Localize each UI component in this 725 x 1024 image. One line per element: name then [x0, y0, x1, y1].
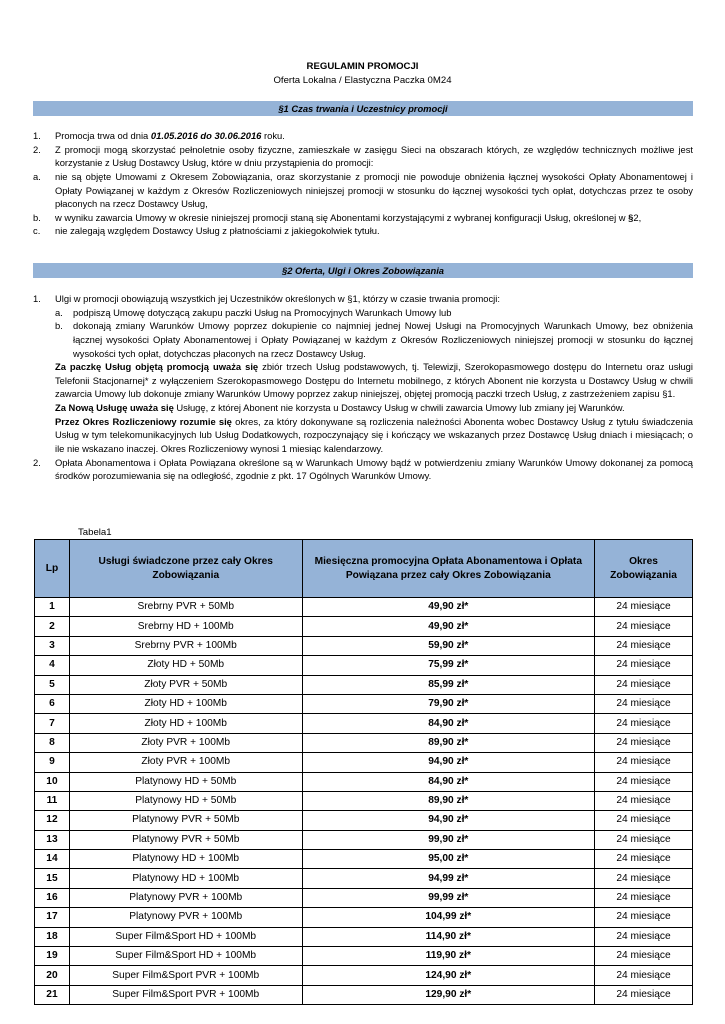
cell-service: Super Film&Sport PVR + 100Mb: [69, 966, 302, 985]
cell-lp: 21: [35, 985, 70, 1004]
cell-period: 24 miesiące: [595, 617, 693, 636]
cell-price: 119,90 zł*: [302, 947, 595, 966]
cell-service: Srebrny PVR + 50Mb: [69, 598, 302, 617]
list-item: b. w wyniku zawarcia Umowy w okresie niniejszej promocji staną się Abonentami korzystającymi z wybranej konfiguracji Usług, określonej w §2,: [33, 211, 642, 223]
list-item: a. podpiszą Umowę dotyczącą zakupu paczki Usług na Promocyjnych Warunkach Umowy lub: [55, 306, 452, 318]
cell-period: 24 miesiące: [595, 714, 693, 733]
cell-service: Platynowy HD + 100Mb: [69, 869, 302, 888]
table-row: [35, 714, 693, 733]
cell-lp: 17: [35, 908, 70, 927]
cell-service: Platynowy PVR + 50Mb: [69, 830, 302, 849]
cell-lp: 20: [35, 966, 70, 985]
cell-period: 24 miesiące: [595, 947, 693, 966]
cell-price: 95,00 zł*: [302, 850, 595, 869]
table-row: [35, 947, 693, 966]
section-2-heading: §2 Oferta, Ulgi i Okres Zobowiązania: [33, 263, 693, 278]
cell-service: Super Film&Sport HD + 100Mb: [69, 947, 302, 966]
cell-lp: 15: [35, 869, 70, 888]
list-item: 1. Promocja trwa od dnia 01.05.2016 do 30.06.2016 roku.: [33, 130, 285, 141]
cell-price: 75,99 zł*: [302, 656, 595, 675]
header-period: Okres Zobowiązania: [595, 540, 693, 598]
cell-price: 94,90 zł*: [302, 811, 595, 830]
section-2-body: [33, 292, 693, 483]
cell-period: 24 miesiące: [595, 753, 693, 772]
cell-lp: 16: [35, 888, 70, 907]
pricing-table: [34, 539, 693, 1005]
cell-price: 85,99 zł*: [302, 675, 595, 694]
cell-price: 89,90 zł*: [302, 791, 595, 810]
table-row: [35, 908, 693, 927]
definition-okres-rozliczeniowy: Przez Okres Rozliczeniowy rozumie się okres, za który dokonywane są rozliczenia należności Abonenta wobec Dostawcy Usług z tytułu świadczenia Usług w tym telekomunikacyjnych lub Usług Dodatkowych, rozpoczynający się i kończący we wskazanych przez Dostawcę Usług dniach i miesiącach; o ile nie wskazano inaczej. Okres Rozliczeniowy wynosi 1 miesiąc kalendarzowy.: [55, 415, 693, 454]
table-row: [35, 888, 693, 907]
cell-service: Złoty HD + 100Mb: [69, 694, 302, 713]
cell-service: Złoty PVR + 100Mb: [69, 753, 302, 772]
header-services: Usługi świadczone przez cały Okres Zobowiązania: [69, 540, 302, 598]
cell-price: 59,90 zł*: [302, 636, 595, 655]
cell-period: 24 miesiące: [595, 869, 693, 888]
cell-price: 104,99 zł*: [302, 908, 595, 927]
cell-period: 24 miesiące: [595, 908, 693, 927]
cell-lp: 19: [35, 947, 70, 966]
cell-lp: 3: [35, 636, 70, 655]
cell-lp: 8: [35, 733, 70, 752]
cell-service: Platynowy HD + 50Mb: [69, 791, 302, 810]
cell-service: Super Film&Sport HD + 100Mb: [69, 927, 302, 946]
cell-service: Srebrny HD + 100Mb: [69, 617, 302, 636]
cell-period: 24 miesiące: [595, 694, 693, 713]
table-row: [35, 830, 693, 849]
cell-period: 24 miesiące: [595, 927, 693, 946]
cell-period: 24 miesiące: [595, 598, 693, 617]
cell-price: 124,90 zł*: [302, 966, 595, 985]
cell-period: 24 miesiące: [595, 888, 693, 907]
list-item: a. nie są objęte Umowami z Okresem Zobowiązania, oraz skorzystanie z promocji nie powoduje obniżenia łącznej wysokości Opłaty Abonamentowej i Opłaty Powiązanej w każdym z Okresów Rozliczeniowych niniejszej promocji w stosunku do łącznej wysokości tych opłat, dotychczas przez te osoby płaconych na rzecz Dostawcy Usług,: [33, 170, 693, 210]
cell-price: 114,90 zł*: [302, 927, 595, 946]
table-row: [35, 694, 693, 713]
table-header-row: [35, 540, 693, 598]
cell-service: Platynowy HD + 50Mb: [69, 772, 302, 791]
cell-period: 24 miesiące: [595, 772, 693, 791]
table-row: [35, 753, 693, 772]
cell-lp: 14: [35, 850, 70, 869]
cell-period: 24 miesiące: [595, 675, 693, 694]
section-1-body: [33, 129, 693, 238]
cell-period: 24 miesiące: [595, 733, 693, 752]
cell-lp: 1: [35, 598, 70, 617]
cell-lp: 4: [35, 656, 70, 675]
cell-lp: 12: [35, 811, 70, 830]
cell-lp: 5: [35, 675, 70, 694]
list-item: b. dokonają zmiany Warunków Umowy poprzez dokupienie co najmniej jednej Nowej Usługi na Promocyjnych Warunkach Umowy, bez obniżenia łącznej wysokości Opłaty Abonamentowej i Opłaty Powiązanej w każdym z Okresów Rozliczeniowych niniejszej promocji w stosunku do łącznej wysokości tych opłat, dotychczas płaconych na rzecz Dostawcy Usług.: [55, 320, 693, 359]
definition-paczka: Za paczkę Usług objętą promocją uważa się zbiór trzech Usług podstawowych, tj. Telewizji, Szerokopasmowego dostępu do Internetu oraz usługi Telefonii Stacjonarnej* z wyłączeniem Szerokopasmowego Dostępu do Internetu mobilnego, z których Abonent nie korzysta u Dostawcy Usług w chwili zawarcia Umowy lub dokonuje zmiany Warunków Umowy poprzez zakup niniejszej, objętej promocją paczki trzech Usług, z zastrzeżeniem zapisu §1.: [55, 361, 693, 400]
cell-price: 94,90 zł*: [302, 753, 595, 772]
cell-price: 99,99 zł*: [302, 888, 595, 907]
cell-lp: 11: [35, 791, 70, 810]
cell-price: 84,90 zł*: [302, 772, 595, 791]
table-row: [35, 636, 693, 655]
cell-period: 24 miesiące: [595, 850, 693, 869]
cell-period: 24 miesiące: [595, 830, 693, 849]
cell-price: 89,90 zł*: [302, 733, 595, 752]
cell-service: Srebrny PVR + 100Mb: [69, 636, 302, 655]
cell-period: 24 miesiące: [595, 985, 693, 1004]
list-item: c. nie zalegają względem Dostawcy Usług z płatnościami z jakiegokolwiek tytułu.: [33, 225, 380, 237]
list-item: 2. Opłata Abonamentowa i Opłata Powiązana określone są w Warunkach Umowy bądź w potwierdzeniu zmiany Warunków Umowy dokonanej za pomocą środków porozumiewania się na odległość, zgodnie z pkt. 17 Ogólnych Warunków Umowy.: [33, 456, 693, 482]
cell-lp: 9: [35, 753, 70, 772]
cell-period: 24 miesiące: [595, 636, 693, 655]
cell-price: 84,90 zł*: [302, 714, 595, 733]
list-item: 2. Z promocji mogą skorzystać pełnoletnie osoby fizyczne, zamieszkałe w zasięgu Sieci na obszarach których, ze względów technicznych możliwe jest korzystanie z Usług Dostawcy Usług, które w dniu przystąpienia do promocji:: [33, 143, 693, 169]
cell-price: 129,90 zł*: [302, 985, 595, 1004]
table-row: [35, 927, 693, 946]
cell-lp: 10: [35, 772, 70, 791]
cell-service: Platynowy PVR + 100Mb: [69, 888, 302, 907]
cell-service: Super Film&Sport PVR + 100Mb: [69, 985, 302, 1004]
table-row: [35, 733, 693, 752]
table-row: [35, 656, 693, 675]
cell-service: Złoty HD + 100Mb: [69, 714, 302, 733]
cell-price: 99,90 zł*: [302, 830, 595, 849]
cell-price: 79,90 zł*: [302, 694, 595, 713]
table-row: [35, 966, 693, 985]
table-row: [35, 985, 693, 1004]
table-row: [35, 772, 693, 791]
section-1-heading: §1 Czas trwania i Uczestnicy promocji: [33, 101, 693, 116]
cell-service: Platynowy PVR + 100Mb: [69, 908, 302, 927]
cell-lp: 18: [35, 927, 70, 946]
cell-service: Złoty HD + 50Mb: [69, 656, 302, 675]
cell-period: 24 miesiące: [595, 791, 693, 810]
table-row: [35, 869, 693, 888]
header-fee: Miesięczna promocyjna Opłata Abonamentowa i Opłata Powiązana przez cały Okres Zobowiązania: [302, 540, 595, 598]
document-subtitle: Oferta Lokalna / Elastyczna Paczka 0M24: [273, 75, 452, 86]
cell-lp: 7: [35, 714, 70, 733]
cell-service: Złoty PVR + 100Mb: [69, 733, 302, 752]
list-item: 1. Ulgi w promocji obowiązują wszystkich jej Uczestników określonych w §1, którzy w czasie trwania promocji:: [33, 293, 500, 304]
cell-service: Złoty PVR + 50Mb: [69, 675, 302, 694]
table-caption: Tabela1: [78, 527, 112, 538]
cell-price: 49,90 zł*: [302, 598, 595, 617]
cell-period: 24 miesiące: [595, 966, 693, 985]
cell-price: 94,99 zł*: [302, 869, 595, 888]
header-lp: Lp: [35, 540, 70, 598]
table-row: [35, 791, 693, 810]
cell-period: 24 miesiące: [595, 811, 693, 830]
cell-lp: 13: [35, 830, 70, 849]
table-row: [35, 598, 693, 617]
table-row: [35, 675, 693, 694]
definition-nowa-usluga: Za Nową Usługę uważa się Usługę, z której Abonent nie korzysta u Dostawcy Usług w chwili zawarcia Umowy lub zmiany jej Warunków.: [55, 402, 625, 413]
cell-period: 24 miesiące: [595, 656, 693, 675]
table-row: [35, 850, 693, 869]
table-row: [35, 617, 693, 636]
cell-service: Platynowy PVR + 50Mb: [69, 811, 302, 830]
cell-service: Platynowy HD + 100Mb: [69, 850, 302, 869]
table-row: [35, 811, 693, 830]
cell-lp: 2: [35, 617, 70, 636]
document-title: REGULAMIN PROMOCJI: [306, 61, 419, 72]
cell-lp: 6: [35, 694, 70, 713]
cell-price: 49,90 zł*: [302, 617, 595, 636]
